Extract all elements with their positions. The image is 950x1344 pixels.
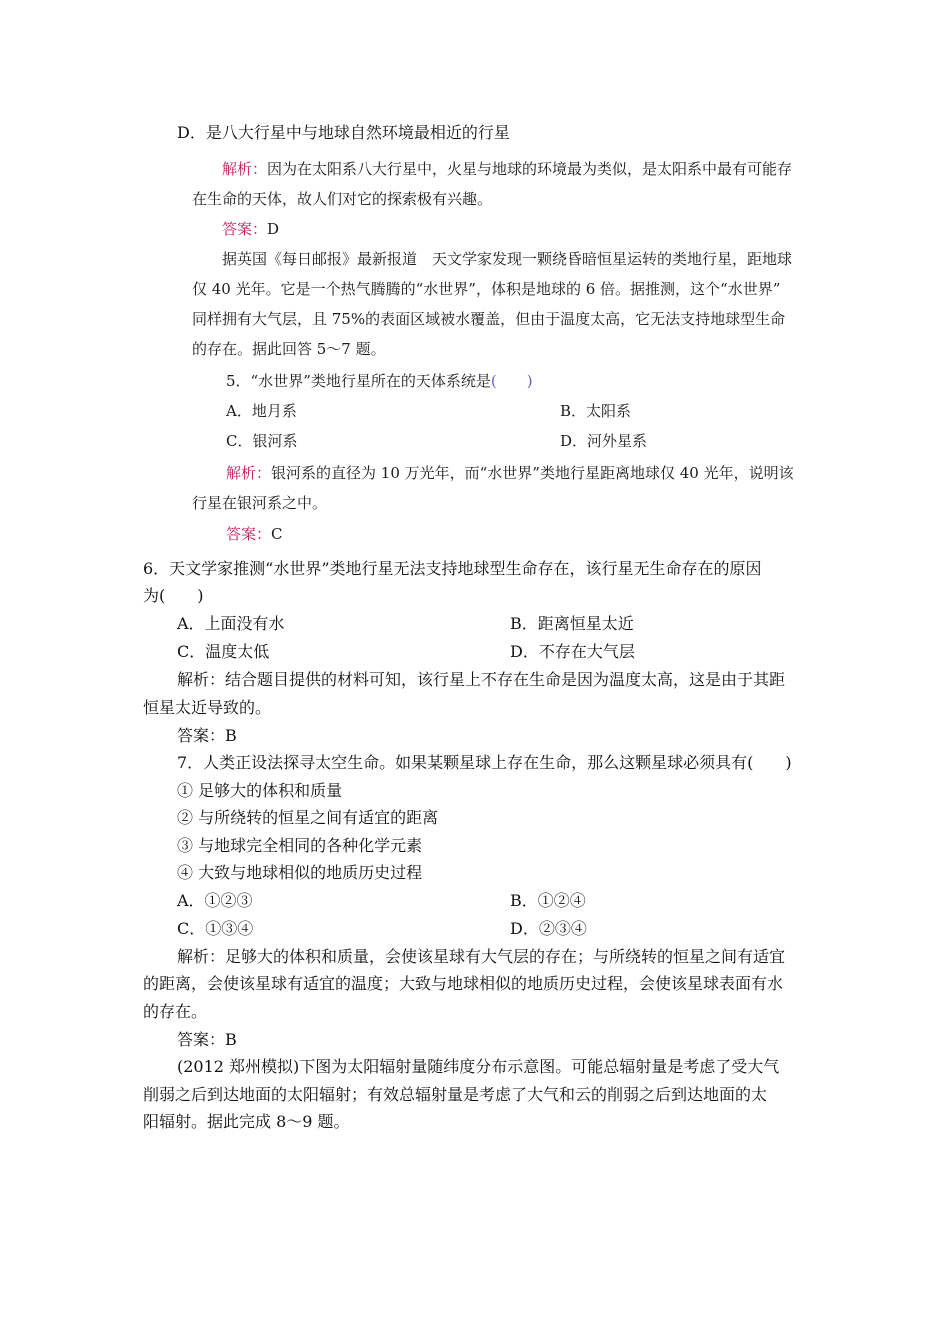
answer-label: 答案： (222, 220, 268, 238)
passage-line: 同样拥有大气层，且 75%的表面区域被水覆盖，但由于温度太高，它无法支持地球型生命 (192, 310, 786, 328)
q6-stem-line: 6．天文学家推测“水世界”类地行星无法支持地球型生命存在，该行星无生命存在的原因 (143, 559, 762, 578)
q6-answer: 答案：B (177, 726, 237, 745)
q5-option-b: B．太阳系 (560, 402, 632, 420)
q5-answer-line (226, 523, 283, 545)
q6-option-b: B．距离恒星太近 (510, 614, 634, 633)
q7-analysis-line: 解析：足够大的体积和质量，会使该星球有大气层的存在；与所绕转的恒星之间有适宜 (177, 947, 786, 966)
q6-stem-line: 为( ) (143, 586, 204, 605)
q7-analysis-line: 的存在。 (143, 1002, 208, 1021)
q7-item: ② 与所绕转的恒星之间有适宜的距离 (177, 808, 439, 827)
intro-8-9-line: 削弱之后到达地面的太阳辐射；有效总辐射量是考虑了大气和云的削弱之后到达地面的太 (143, 1085, 768, 1104)
analysis-label: 解析： (222, 160, 268, 178)
q5-option-d: D．河外星系 (560, 432, 648, 450)
q7-option-b: B．①②④ (510, 891, 586, 910)
analysis-text: 因为在太阳系八大行星中，火星与地球的环境最为类似，是太阳系中最有可能存 (267, 160, 793, 178)
analysis-line: 在生命的天体，故人们对它的探索极有兴趣。 (192, 190, 493, 208)
q7-analysis-line: 的距离，会使该星球有适宜的温度；大致与地球相似的地质历史过程，会使该星球表面有水 (143, 974, 784, 993)
answer-value: D (267, 220, 280, 238)
q6-option-c: C．温度太低 (177, 642, 270, 661)
analysis-line (222, 158, 792, 180)
passage-line: 的存在。据此回答 5～7 题。 (192, 340, 386, 358)
q6-analysis-line: 恒星太近导致的。 (143, 698, 272, 717)
answer-parentheses: ( ) (490, 372, 533, 390)
q7-item: ④ 大致与地球相似的地质历史过程 (177, 863, 423, 882)
intro-8-9-line: 阳辐射。据此完成 8～9 题。 (143, 1112, 350, 1131)
q7-item: ① 足够大的体积和质量 (177, 781, 343, 800)
q7-item: ③ 与地球完全相同的各种化学元素 (177, 836, 423, 855)
q5-stem: 5．“水世界”类地行星所在的天体系统是 (226, 372, 491, 390)
answer-label: 答案： (226, 525, 272, 543)
passage-line: 仅 40 光年。它是一个热气腾腾的“水世界”，体积是地球的 6 倍。据推测，这个“水世界” (192, 280, 781, 298)
q7-stem: 7．人类正设法探寻太空生命。如果某颗星球上存在生命，那么这颗星球必须具有( ) (177, 753, 792, 772)
q6-option-a: A．上面没有水 (177, 614, 285, 633)
q4-option-d: D．是八大行星中与地球自然环境最相近的行星 (177, 123, 510, 142)
q7-option-c: C．①③④ (177, 919, 254, 938)
q7-answer: 答案：B (177, 1030, 237, 1049)
q5-option-c: C．银河系 (226, 432, 298, 450)
q7-option-a: A．①②③ (177, 891, 253, 910)
q6-analysis-line: 解析：结合题目提供的材料可知，该行星上不存在生命是因为温度太高，这是由于其距 (177, 670, 786, 689)
q5-option-a: A．地月系 (226, 402, 297, 420)
q5-analysis-line (226, 462, 794, 484)
q6-option-d: D．不存在大气层 (510, 642, 635, 661)
answer-line (222, 218, 279, 240)
intro-8-9-line: (2012 郑州模拟)下图为太阳辐射量随纬度分布示意图。可能总辐射量是考虑了受大气 (177, 1057, 780, 1076)
passage-line: 据英国《每日邮报》最新报道 天文学家发现一颗绕昏暗恒星运转的类地行星，距地球 (222, 250, 793, 268)
q5-stem-line (226, 370, 533, 392)
q5-analysis-line: 行星在银河系之中。 (192, 494, 328, 512)
answer-value: C (271, 525, 283, 543)
q7-option-d: D．②③④ (510, 919, 587, 938)
analysis-text: 银河系的直径为 10 万光年，而“水世界”类地行星距离地球仅 40 光年，说明该 (271, 464, 794, 482)
analysis-label: 解析： (226, 464, 272, 482)
